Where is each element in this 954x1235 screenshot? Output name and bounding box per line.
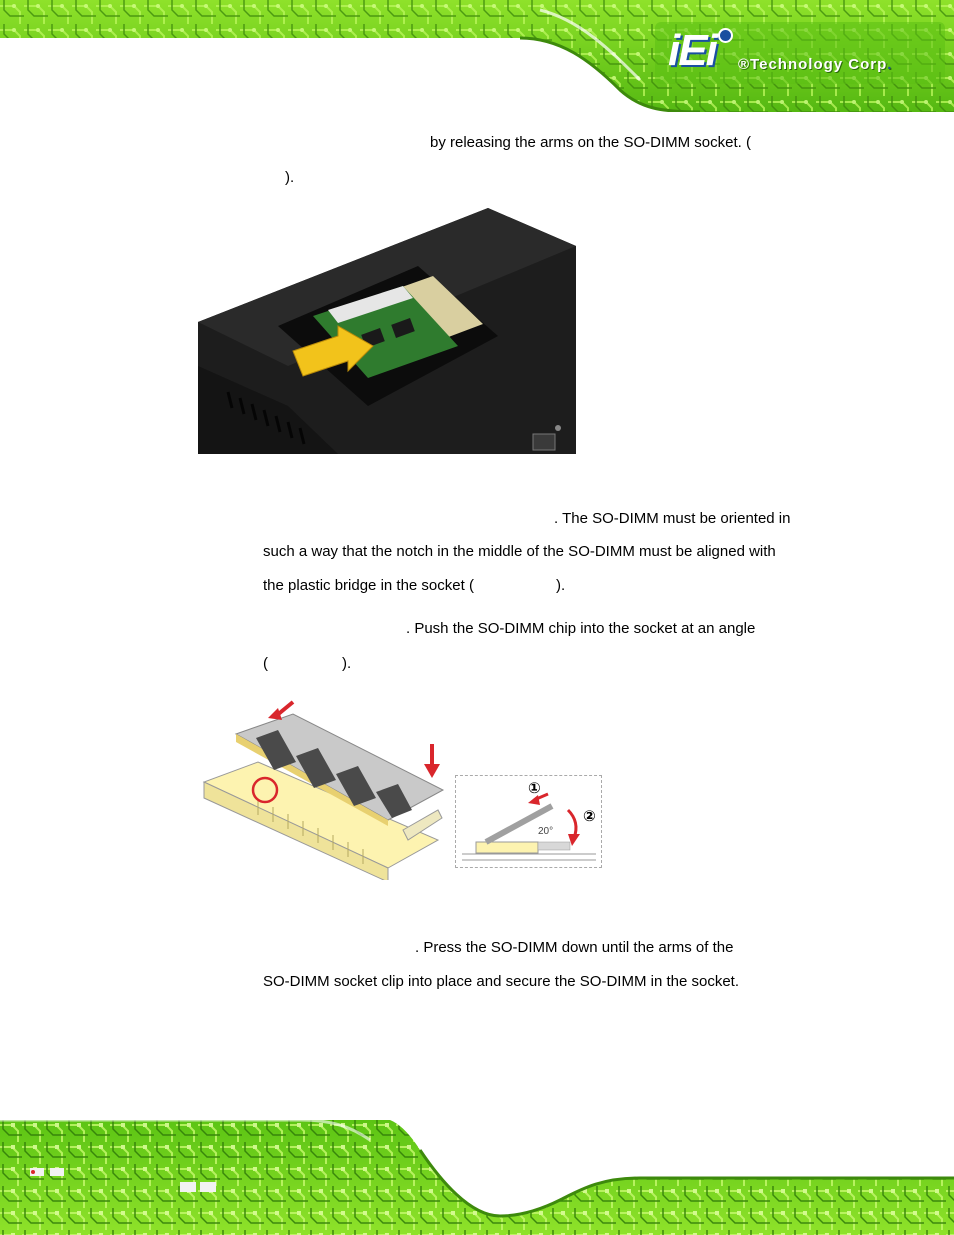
step1-line2: ). — [285, 169, 295, 186]
step2-line3-start: the plastic bridge in the socket ( — [263, 577, 474, 594]
company-name-dot: . — [887, 56, 893, 73]
header-banner — [0, 0, 954, 112]
step3-line2-start: ( — [263, 655, 268, 672]
logo-mark: iEi — [668, 26, 716, 75]
footer-pcb-graphic — [0, 1120, 954, 1235]
step1-line1: by releasing the arms on the SO-DIMM socket. ( — [430, 134, 751, 151]
figure-sodimm-angle-detail — [455, 775, 602, 868]
step3-line1: . Push the SO-DIMM chip into the socket at an angle — [406, 620, 756, 637]
figure-sodimm-install-diagram — [198, 690, 458, 880]
company-name — [738, 56, 892, 73]
step2-line3-end: ). — [556, 577, 566, 594]
step4-line1: . Press the SO-DIMM down until the arms of the — [415, 939, 734, 956]
company-name-text: ®Technology Corp — [738, 56, 888, 73]
company-logo — [668, 26, 948, 82]
step-one-marker: ① — [528, 779, 541, 797]
logo-dot-icon — [718, 28, 733, 43]
step2-line2: such a way that the notch in the middle of the SO-DIMM must be aligned with — [263, 543, 776, 560]
angle-label: 20° — [538, 826, 554, 837]
step3-line2-end: ). — [342, 655, 352, 672]
step2-line1: . The SO-DIMM must be oriented in — [554, 510, 791, 527]
figure-sodimm-removal-photo — [198, 206, 576, 454]
step4-line2: SO-DIMM socket clip into place and secure the SO-DIMM in the socket. — [263, 973, 740, 990]
step-two-marker: ② — [583, 807, 596, 825]
footer-banner — [0, 1120, 954, 1235]
